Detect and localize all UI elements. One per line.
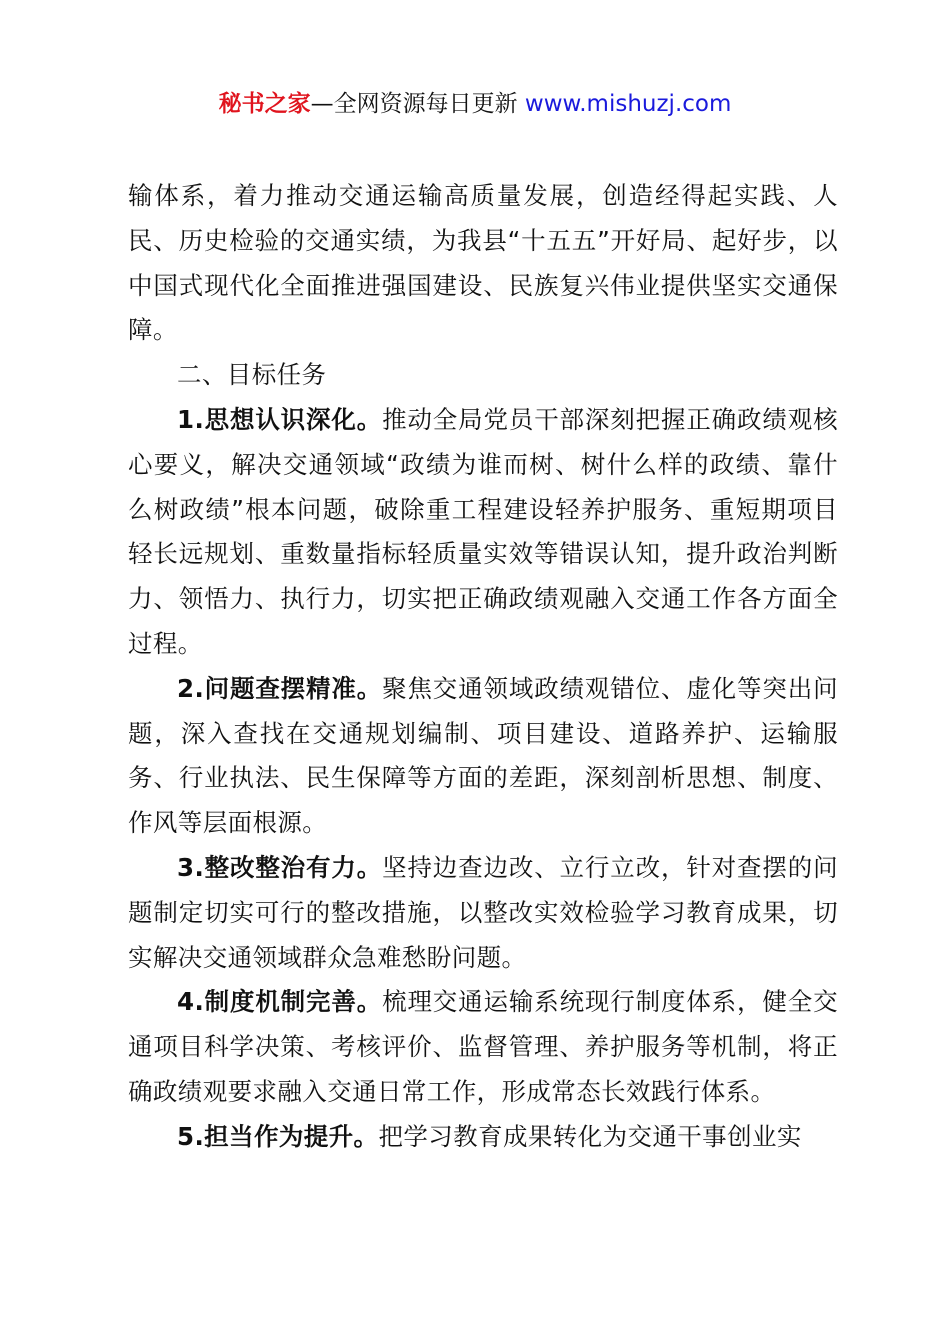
task-item-text: 坚持边查边改、立行立改，针对查摆的问题制定切实可行的整改措施，以整改实效检验学习教育成果，切实解决交通领域群众急难愁盼问题。 <box>128 852 838 972</box>
site-tagline: —全网资源每日更新 <box>310 91 525 117</box>
task-item-3 <box>128 846 838 980</box>
task-item-text: 推动全局党员干部深刻把握正确政绩观核心要义，解决交通领域“政绩为谁而树、树什么样的政绩、靠什么树政绩”根本问题，破除重工程建设轻养护服务、重短期项目轻长远规划、重数量指标轻质量实效等错误认知，提升政治判断力、领悟力、执行力，切实把正确政绩观融入交通工作各方面全过程。 <box>128 404 838 658</box>
task-item-1 <box>128 398 838 667</box>
task-item-text: 梳理交通运输系统现行制度体系，健全交通项目科学决策、考核评价、监督管理、养护服务等机制，将正确政绩观要求融入交通日常工作，形成常态长效践行体系。 <box>128 987 838 1106</box>
site-brand: 秘书之家 <box>218 91 311 117</box>
site-url-link[interactable]: www.mishuzj.com <box>524 91 732 117</box>
task-item-lead: 1.思想认识深化。 <box>177 404 383 434</box>
task-item-lead: 2.问题查摆精准。 <box>177 673 383 703</box>
task-item-lead: 4.制度机制完善。 <box>177 987 383 1017</box>
document-body <box>128 174 838 1160</box>
task-item-2 <box>128 667 838 846</box>
task-item-lead: 5.担当作为提升。 <box>177 1121 379 1151</box>
site-header <box>0 88 950 120</box>
paragraph-continuation: 输体系，着力推动交通运输高质量发展，创造经得起实践、人民、历史检验的交通实绩，为我县“十五五”开好局、起好步，以中国式现代化全面推进强国建设、民族复兴伟业提供坚实交通保障。 <box>128 181 838 345</box>
task-item-5 <box>128 1115 838 1160</box>
task-item-4 <box>128 980 838 1114</box>
task-item-text: 把学习教育成果转化为交通干事创业实 <box>378 1121 802 1151</box>
section-heading: 二、目标任务 <box>177 360 327 390</box>
task-item-text: 聚焦交通领域政绩观错位、虚化等突出问题，深入查找在交通规划编制、项目建设、道路养护、运输服务、行业执法、民生保障等方面的差距，深刻剖析思想、制度、作风等层面根源。 <box>128 673 838 838</box>
task-item-lead: 3.整改整治有力。 <box>177 852 383 882</box>
